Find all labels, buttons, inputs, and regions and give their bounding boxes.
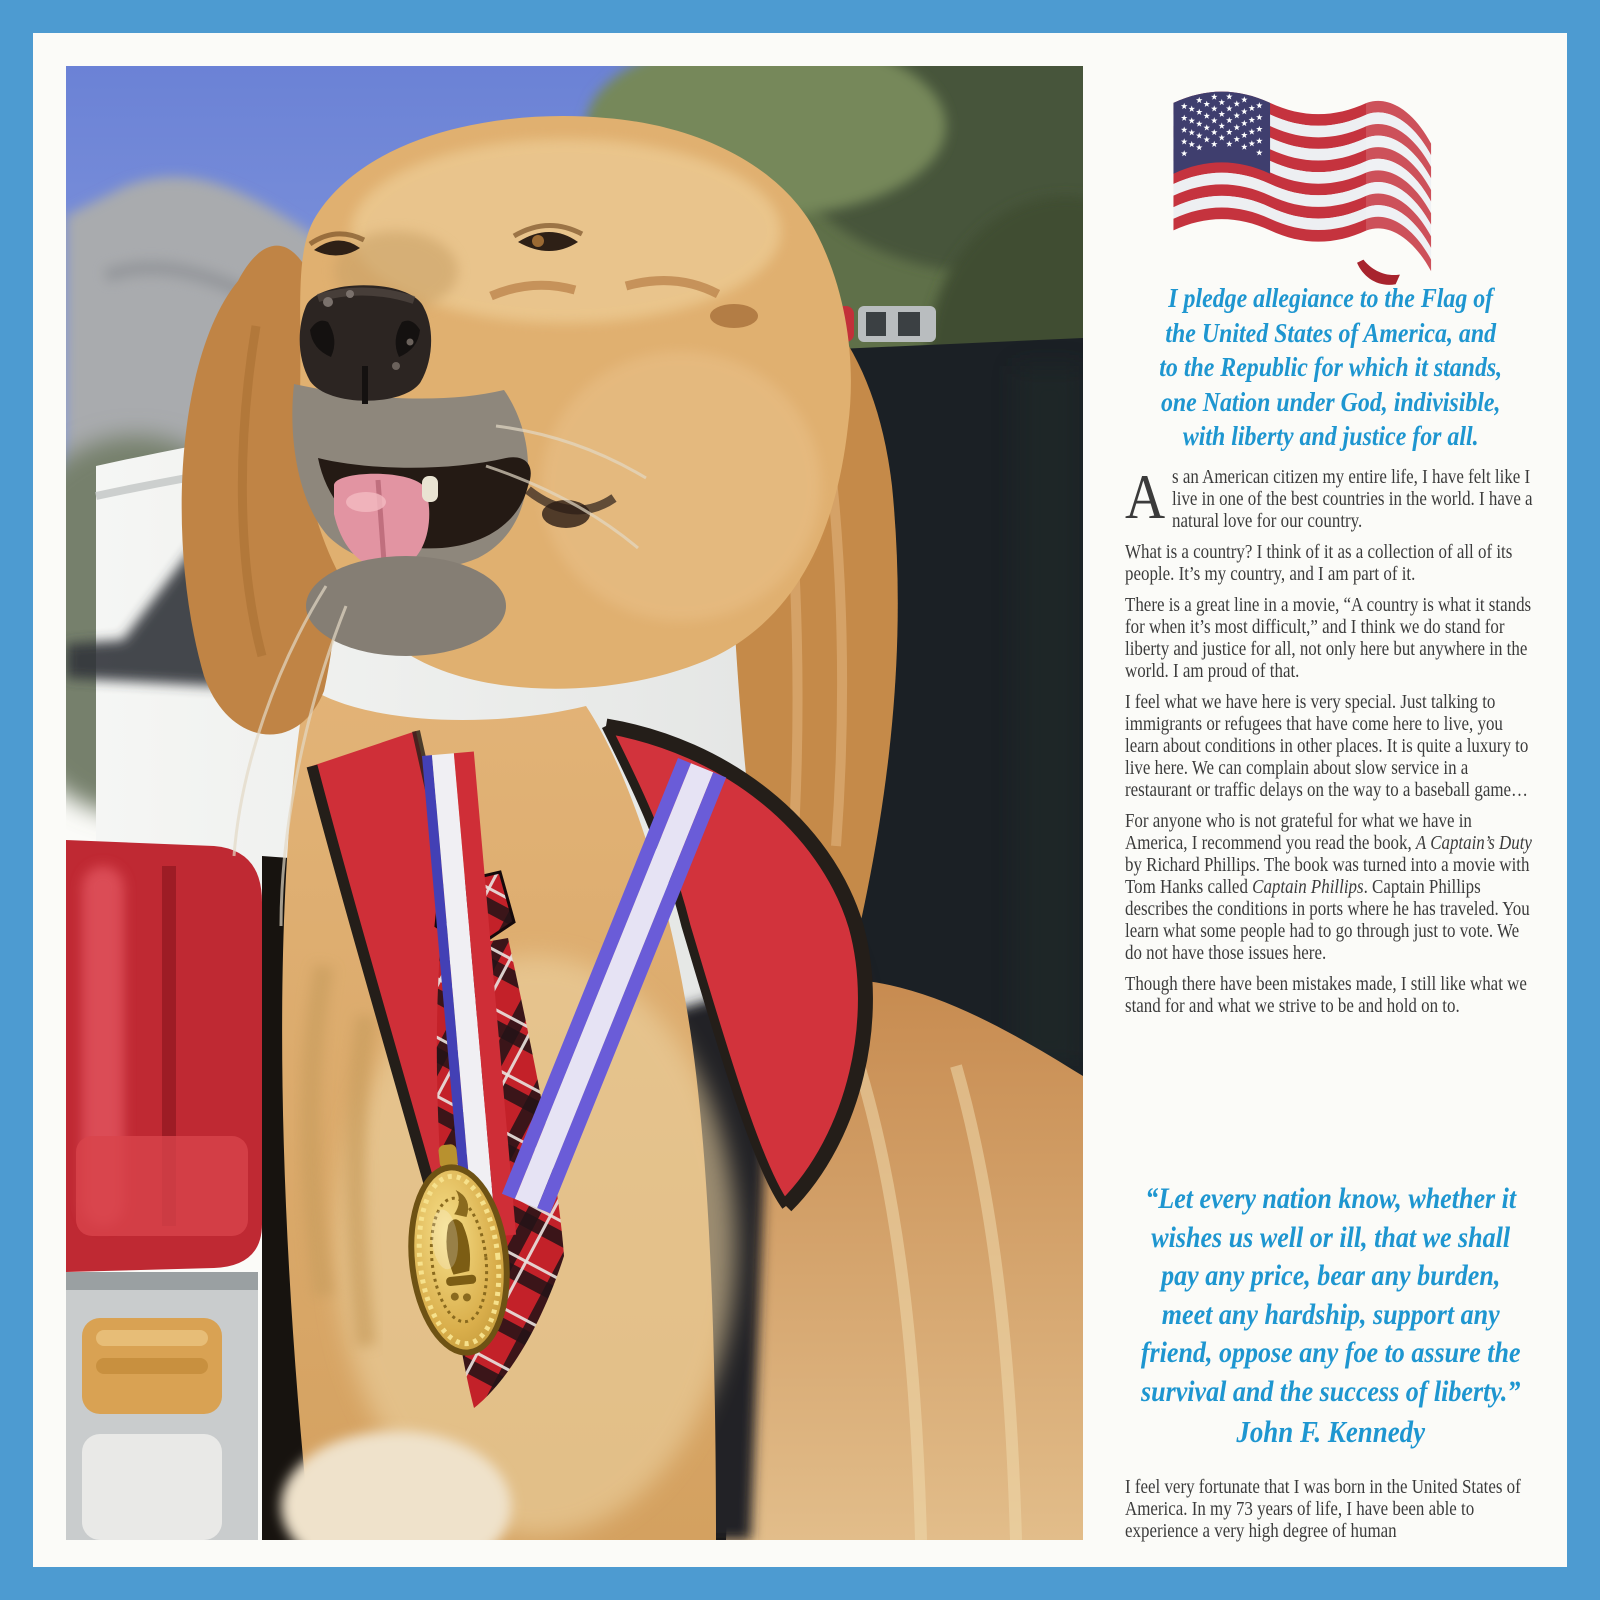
us-flag-svg bbox=[1152, 58, 1474, 298]
paragraph-4: I feel what we have here is very special. Just talking to immigrants or refugees that have come here to live, you learn about conditions in other places. It is quite a luxury to live here. We can complain about slow service in a restaurant or traffic delays on the way to a baseball game… bbox=[1125, 692, 1529, 801]
dog-nose bbox=[300, 285, 431, 404]
jfk-quote bbox=[1125, 1180, 1536, 1411]
paragraph-5-text: by Richard Phillips. The book was turned into a movie with Tom Hanks called bbox=[1125, 855, 1530, 898]
flag-right-fold bbox=[1357, 101, 1431, 285]
truck-tail-light bbox=[66, 840, 262, 1540]
us-flag-icon bbox=[1152, 58, 1474, 298]
golden-retriever-photo bbox=[66, 66, 1083, 1540]
pledge-line: the United States of America, and bbox=[1165, 316, 1497, 348]
quote-line: meet any hardship, support any bbox=[1161, 1297, 1500, 1331]
quote-line: survival and the success of liberty.” bbox=[1140, 1374, 1521, 1408]
quote-line: pay any price, bear any burden, bbox=[1161, 1259, 1501, 1292]
book-title: A Captain’s Duty bbox=[1415, 833, 1532, 854]
paragraph-2: What is a country? I think of it as a collection of all of its people. It’s my country, and I am part of it. bbox=[1125, 542, 1513, 585]
movie-title: Captain Phillips bbox=[1252, 877, 1364, 898]
quote-attribution: John F. Kennedy bbox=[1236, 1414, 1426, 1449]
pledge-line: one Nation under God, indivisible, bbox=[1160, 385, 1501, 417]
dog-tooth bbox=[422, 476, 438, 502]
paragraph-1 bbox=[1125, 461, 1536, 533]
article-body bbox=[1125, 461, 1536, 1027]
paragraph-3: There is a great line in a movie, “A country is what it stands for when it’s most difficult,” and I think we do stand for liberty and justice for all, not only here but anywhere in the world. I am proud of that. bbox=[1125, 595, 1532, 682]
paragraph-5-text: For anyone who is not grateful for what we have in America, I recommend you read the book, bbox=[1125, 811, 1472, 854]
pledge-line: with liberty and justice for all. bbox=[1182, 420, 1479, 451]
pledge-line: I pledge allegiance to the Flag of bbox=[1168, 282, 1494, 313]
drop-cap: A bbox=[1125, 461, 1166, 532]
quote-line: friend, oppose any foe to assure the bbox=[1140, 1336, 1521, 1369]
quote-line: “Let every nation know, whether it bbox=[1145, 1182, 1517, 1215]
flag-canton bbox=[1173, 92, 1270, 174]
paragraph-1-text: s an American citizen my entire life, I have felt like I live in one of the best countries in the world. I have a natural love for our country. bbox=[1172, 467, 1533, 532]
pledge-line: to the Republic for which it stands, bbox=[1159, 351, 1503, 382]
paragraph-6: Though there have been mistakes made, I still like what we stand for and what we strive to be and hold on to. bbox=[1125, 974, 1527, 1017]
quote-line: wishes us well or ill, that we shall bbox=[1151, 1220, 1511, 1254]
paragraph-5-text: . Captain Phillips describes the conditions in ports where he has traveled. You learn what some people had to go through just to vote. We do not have those issues here. bbox=[1125, 877, 1530, 964]
dog-photo-illustration bbox=[66, 66, 1083, 1540]
paragraph-5 bbox=[1125, 811, 1536, 965]
closing-paragraph: I feel very fortunate that I was born in the United States of America. In my 73 years of life, I have been able to experience a very high degree of human bbox=[1125, 1476, 1521, 1542]
pledge-of-allegiance bbox=[1125, 281, 1536, 454]
